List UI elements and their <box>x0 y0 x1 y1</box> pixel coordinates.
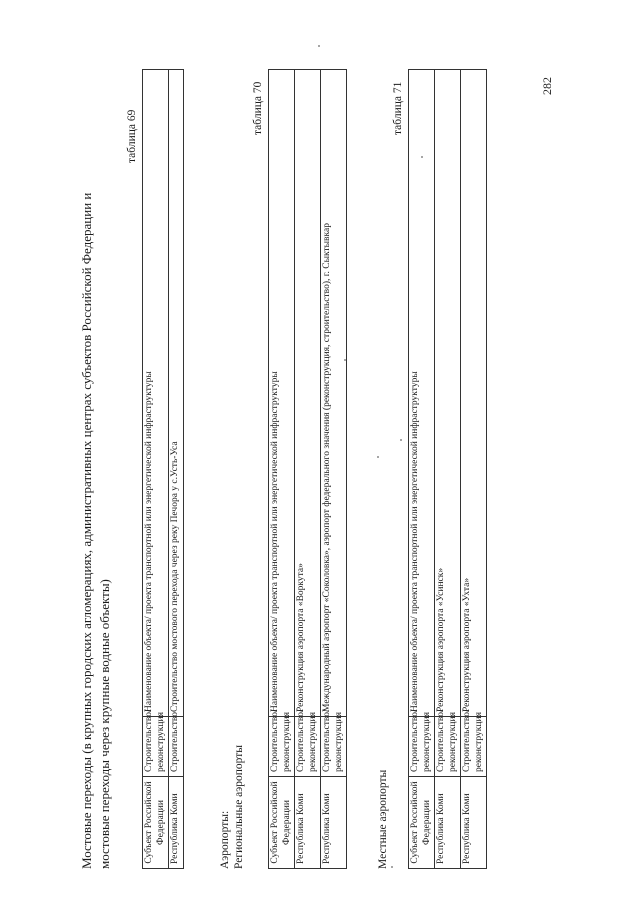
cell-type: Строительство/ реконструкция <box>435 717 461 777</box>
table-71-caption: таблица 71 <box>392 81 404 135</box>
header-name: Наименование объекта/ проекта транспортной или энергетической инфраструктуры <box>143 70 169 717</box>
header-subject: Субъект Российской Федерации <box>269 777 295 869</box>
rotated-content <box>68 35 628 875</box>
table-row <box>295 70 321 869</box>
cell-name: Реконструкция аэропорта «Ухта» <box>461 70 487 717</box>
section-local-airports: Местные аэропорты <box>377 769 389 869</box>
cell-subject: Республика Коми <box>461 777 487 869</box>
cell-subject: Республика Коми <box>295 777 321 869</box>
section-airports: Аэропорты: <box>219 810 231 869</box>
scan-speck <box>377 456 379 458</box>
scan-speck <box>421 156 423 158</box>
cell-name: Реконструкция аэропорта «Усинск» <box>435 70 461 717</box>
header-name: Наименование объекта/ проекта транспортной или энергетической инфраструктуры <box>409 70 435 717</box>
table-row <box>435 70 461 869</box>
cell-name: Международный аэропорт «Соколовка», аэропорт федерального значения (реконструкция, строительство), г. Сыктывкар <box>321 70 347 717</box>
scan-speck <box>318 45 320 47</box>
table-69-caption: таблица 69 <box>126 109 138 163</box>
table-row <box>169 70 184 869</box>
section-title: Мостовые переходы (в крупных городских агломерациях, административных центрах субъектов Российской Федерации и мостовые переходы через крупные водные объекты) <box>79 192 112 869</box>
table-70-caption: таблица 70 <box>252 81 264 135</box>
cell-type: Строительство/ реконструкция <box>295 717 321 777</box>
header-name: Наименование объекта/ проекта транспортной или энергетической инфраструктуры <box>269 70 295 717</box>
table-69 <box>142 69 184 869</box>
scan-speck <box>344 359 346 361</box>
header-subject: Субъект Российской Федерации <box>409 777 435 869</box>
table-header-row <box>409 70 435 869</box>
table-row <box>461 70 487 869</box>
cell-subject: Республика Коми <box>435 777 461 869</box>
cell-type: Строительство/ реконструкция <box>461 717 487 777</box>
table-header-row <box>143 70 169 869</box>
table-70 <box>268 69 347 869</box>
table-row <box>321 70 347 869</box>
table-71 <box>408 69 487 869</box>
cell-type: Строительство/ реконструкция <box>321 717 347 777</box>
page-number: 282 <box>540 77 554 95</box>
cell-type: Строительство <box>169 717 184 777</box>
header-type: Строительство/ реконструкция <box>269 717 295 777</box>
cell-name: Строительство мостового перехода через реку Печора у с.Усть-Уса <box>169 70 184 717</box>
scan-speck <box>391 866 393 868</box>
cell-subject: Республика Коми <box>321 777 347 869</box>
header-type: Строительство/ реконструкция <box>409 717 435 777</box>
scan-speck <box>400 439 402 441</box>
header-type: Строительство/ реконструкция <box>143 717 169 777</box>
cell-subject: Республика Коми <box>169 777 184 869</box>
table-header-row <box>269 70 295 869</box>
header-subject: Субъект Российской Федерации <box>143 777 169 869</box>
cell-name: Реконструкция аэропорта «Воркута» <box>295 70 321 717</box>
section-regional-airports: Региональные аэропорты <box>233 745 245 869</box>
